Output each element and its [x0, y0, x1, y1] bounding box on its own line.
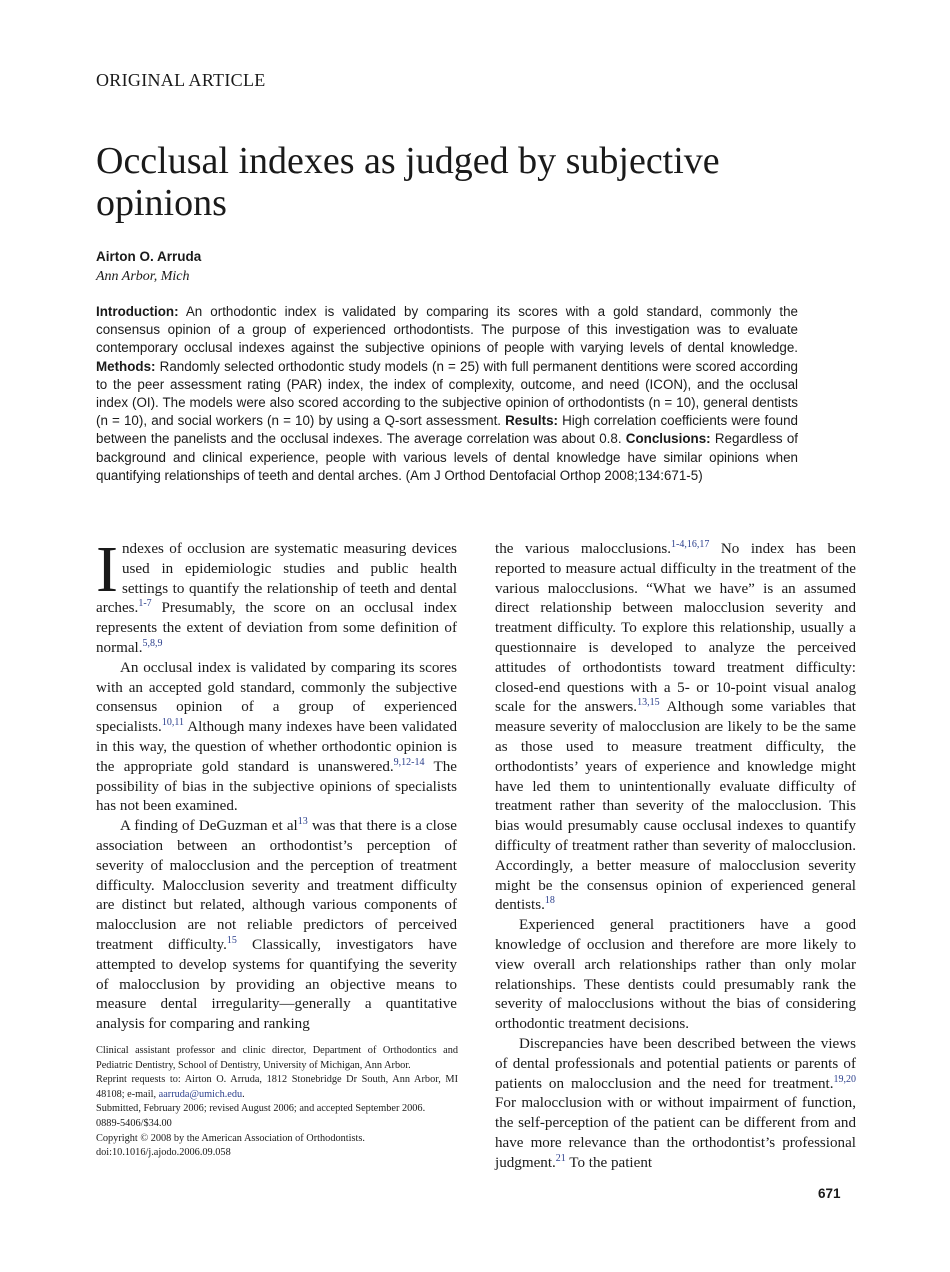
- abstract-results-text: High correlation coefficients were found between the panelists and the occlusal indexes. The average correlation was about 0.8.: [96, 413, 798, 447]
- abstract: [96, 303, 798, 485]
- citation-link[interactable]: 15: [226, 934, 237, 946]
- abstract-methods-text: Randomly selected orthodontic study models (n = 25) with full permanent dentitions were scored according to the peer assessment rating (PAR) index, the index of complexity, outcome, and need (ICON), and the occlusal index (OI). The models were also scored according to the subjective opinion of orthodontists (n = 10), general dentists (n = 10), and social workers (n = 10) by using a Q-sort assessment.: [96, 358, 798, 429]
- body-text: A finding of DeGuzman et al: [120, 818, 298, 835]
- body-column-left: [96, 533, 457, 1035]
- body-paragraph: [495, 1035, 856, 1174]
- citation-link[interactable]: 21: [555, 1152, 566, 1164]
- body-text: ndexes of occlusion are systematic measuring devices used in epidemiologic studies and public health settings to quantify the relationship of teeth and dental arches.: [96, 541, 457, 617]
- abstract-conclusions-label: Conclusions:: [625, 431, 711, 447]
- citation-link[interactable]: 19,20: [833, 1073, 856, 1085]
- body-text: Discrepancies have been described between the views of dental professionals and potential patients or parents of patients on malocclusion and the need for treatment.: [495, 1035, 856, 1092]
- body-column-right: [495, 540, 856, 1174]
- body-paragraph: Experienced general practitioners have a good knowledge of occlusion and therefore are more likely to view overall arch relationships rather than only molar relationships. These dentists could presumably rank the severity of malocclusions without the bias of considering orthodontic treatment decisions.: [495, 917, 856, 1033]
- footnote-reprint: [96, 1073, 458, 1102]
- body-paragraph: [96, 817, 457, 1035]
- footnote-issn: 0889-5406/$34.00: [96, 1117, 172, 1129]
- body-paragraph: [96, 659, 457, 817]
- body-text: the various malocclusions.: [495, 541, 672, 557]
- body-text: For malocclusion with or without impairment of function, the self-perception of the patient can be different from and have more relevance than the orthodontist’s professional judgment.: [495, 1095, 856, 1171]
- author-location: Ann Arbor, Mich: [96, 269, 190, 284]
- abstract-introduction-text: An orthodontic index is validated by comparing its scores with a gold standard, commonly the consensus opinion of a group of experienced orthodontists. The purpose of this investigation was to evaluate contemporary occlusal indexes against the subjective opinions of people with varying levels of dental knowledge.: [96, 304, 798, 356]
- footnote: [96, 1044, 458, 1161]
- body-text: Presumably, the score on an occlusal index represents the extent of deviation from some definition of normal.: [96, 600, 457, 656]
- footnote-doi: doi:10.1016/j.ajodo.2006.09.058: [96, 1147, 231, 1159]
- footnote-copyright: Copyright © 2008 by the American Association of Orthodontists.: [96, 1132, 365, 1144]
- body-text: An occlusal index is validated by comparing its scores with an accepted gold standard, commonly the subjective consensus opinion of a group of experienced specialists.: [96, 659, 457, 736]
- body-text: was that there is a close association between an orthodontist’s perception of severity of malocclusion and the perception of treatment difficulty. Malocclusion severity and treatment difficulty are distinct but related, although various components of malocclusion are not reliable predictors of perceived treatment difficulty.: [96, 818, 457, 953]
- footnote-reprint-text: Reprint requests to: Airton O. Arruda, 1812 Stonebridge Dr South, Ann Arbor, MI 48108; e-mail,: [96, 1074, 458, 1100]
- drop-cap: I: [96, 533, 118, 606]
- article-title: Occlusal indexes as judged by subjective opinions: [96, 140, 720, 224]
- body-paragraph: [96, 533, 457, 659]
- body-text: Although many indexes have been validated in this way, the question of whether orthodontic opinion is the appropriate gold standard is unanswered.: [96, 719, 457, 775]
- citation-link[interactable]: 1-4,16,17: [671, 538, 710, 550]
- footnote-submitted: Submitted, February 2006; revised August 2006; and accepted September 2006.: [96, 1103, 426, 1115]
- body-text: Classically, investigators have attempted to develop systems for quantifying the severity of malocclusion by providing an objective means to measure dental irregularity—generally a quantitative analysis for comparing and ranking: [96, 936, 457, 1033]
- footnote-affiliation: Clinical assistant professor and clinic director, Department of Orthodontics and Pediatric Dentistry, School of Dentistry, University of Michigan, Ann Arbor.: [96, 1045, 458, 1071]
- citation-link[interactable]: 13: [297, 816, 308, 828]
- body-text: The possibility of bias in the subjective opinions of specialists has not been examined.: [96, 758, 457, 815]
- abstract-conclusions-text: Regardless of background and clinical experience, people with various levels of dental knowledge have similar opinions when quantifying relationships of teeth and dental arches. (Am J Orthod Dentofacial Orthop 2008;134:671-5): [96, 431, 798, 483]
- body-paragraph: [495, 540, 856, 916]
- footnote-reprint-suffix: .: [242, 1088, 245, 1100]
- body-text: Although some variables that measure severity of malocclusion are likely to be the same as those used to measure treatment difficulty, the orthodontists’ years of experience and knowledge might have led them to unintentionally evaluate difficulty of treatment rather than severity of the malocclusion. This bias would presumably cause occlusal indexes to quantify difficulty of treatment rather than severity of malocclusion. Accordingly, a better measure of malocclusion severity might be the consensus opinion of experienced general dentists.: [495, 699, 856, 914]
- citation-link[interactable]: 9,12-14: [393, 756, 425, 768]
- abstract-introduction-label: Introduction:: [96, 304, 179, 319]
- citation-link[interactable]: 1-7: [138, 598, 152, 610]
- author-name: Airton O. Arruda: [96, 249, 202, 264]
- abstract-methods-label: Methods:: [96, 358, 156, 374]
- page-number: 671: [818, 1186, 841, 1201]
- citation-link[interactable]: 18: [544, 895, 555, 907]
- citation-link[interactable]: 10,11: [161, 717, 184, 729]
- body-text: To the patient: [565, 1154, 653, 1171]
- section-label: ORIGINAL ARTICLE: [96, 70, 266, 90]
- body-text: No index has been reported to measure actual difficulty in the treatment of the various malocclusions. “What we have” is an assumed direct relationship between malocclusion severity and treatment difficulty. To explore this relationship, usually a questionnaire is developed to analyze the perceived attitudes of orthodontists toward treatment difficulty: closed-end questions with a 5- or 10-point visual analog scale for the answers.: [495, 541, 856, 716]
- citation-link[interactable]: 13,15: [637, 697, 660, 709]
- abstract-results-label: Results:: [505, 413, 558, 429]
- email-link[interactable]: aarruda@umich.edu: [158, 1088, 243, 1100]
- citation-link[interactable]: 5,8,9: [142, 637, 163, 649]
